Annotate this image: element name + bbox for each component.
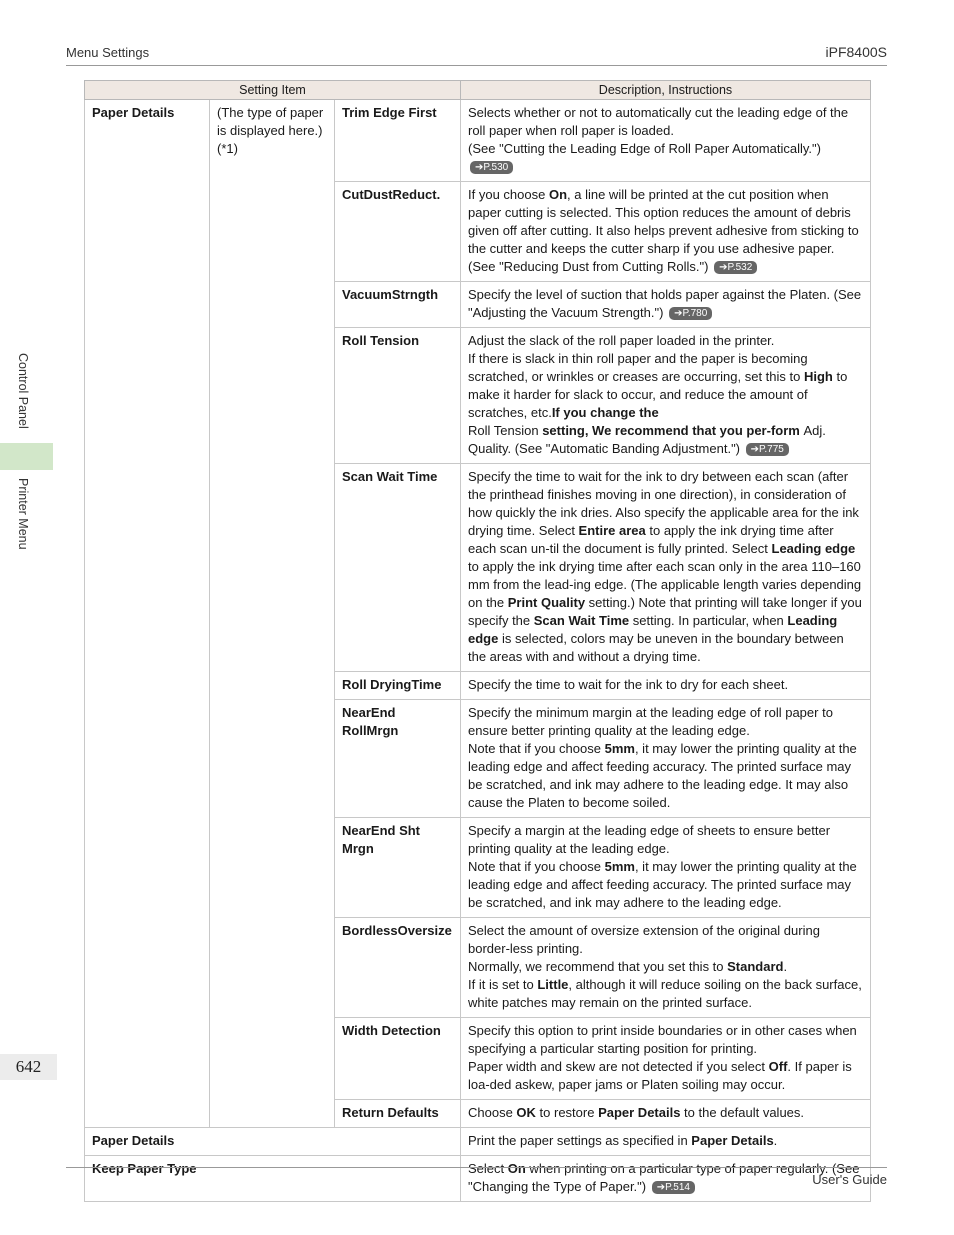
description-text: Selects whether or not to automatically cut the leading edge of the roll paper when roll paper is loaded. (468, 105, 849, 138)
setting-description (461, 1128, 871, 1156)
description-text: Specify the time to wait for the ink to dry for each sheet. (468, 677, 789, 692)
settings-table (84, 80, 871, 1202)
setting-name: CutDustReduct. (335, 182, 461, 282)
page-reference-link[interactable]: ➔P.780 (669, 307, 712, 320)
setting-name: Keep Paper Type (85, 1156, 461, 1202)
running-header-model: iPF8400S (825, 44, 887, 60)
description-text: Specify this option to print inside boundaries or in other cases when specifying a particular starting position for printing. (468, 1023, 857, 1056)
emphasized-term: Paper Details (691, 1133, 774, 1148)
description-text: If it is set to (468, 977, 538, 992)
setting-description (461, 464, 871, 672)
description-text: . (773, 1133, 778, 1148)
setting-description (461, 1018, 871, 1100)
description-text: , it may lower the printing quality at the leading edge and affect feeding accuracy. The printed surface may be scratched, and ink may adhere to the leading edge. (468, 859, 857, 910)
setting-name: Roll Tension (335, 328, 461, 464)
description-paragraph (468, 976, 863, 1012)
description-text: , although it will reduce soiling on the back surface, white patches may remain on the printed surface. (468, 977, 862, 1010)
emphasized-term: Standard (727, 959, 784, 974)
description-paragraph (468, 1132, 863, 1150)
setting-name: Return Defaults (335, 1100, 461, 1128)
description-paragraph (468, 858, 863, 912)
description-text: If there is slack in thin roll paper and the paper is becoming scratched, or wrinkles or creases are occurring, set this to (468, 351, 808, 384)
description-text: If you choose (468, 187, 549, 202)
emphasized-term: Off (768, 1059, 788, 1074)
description-paragraph (468, 740, 863, 812)
emphasized-term: 5mm (604, 741, 635, 756)
header-setting-item: Setting Item (85, 81, 461, 100)
setting-description (461, 100, 871, 182)
footer-rule (66, 1167, 887, 1168)
setting-description (461, 918, 871, 1018)
emphasized-term: Scan Wait Time (533, 613, 630, 628)
page-reference-link[interactable]: ➔P.532 (714, 261, 757, 274)
description-text: to restore (535, 1105, 599, 1120)
running-header-section: Menu Settings (66, 45, 150, 60)
description-text: , a line will be printed at the cut position when paper cutting is selected. This option reduces the amount of debris given off after cutting. It also helps prevent adhesive from sticking to the cutter and keeps the cutter sharp if you use adhesive paper. (See "Reducing Dust from Cutting Rolls.") (468, 187, 859, 274)
description-text: when printing on a particular type of paper regularly. (See "Changing the Type of Paper.") (468, 1161, 860, 1194)
description-paragraph (468, 922, 863, 958)
description-text: Note that if you choose (468, 859, 605, 874)
header-rule (66, 65, 887, 66)
description-text: . (See "Automatic Banding Adjustment.") (507, 441, 741, 456)
description-text: Specify the minimum margin at the leading edge of roll paper to ensure better printing quality at the leading edge. (468, 705, 833, 738)
emphasized-term: 5mm (604, 859, 635, 874)
table-header-row (85, 81, 871, 100)
description-text: Normally, we recommend that you set this to (468, 959, 728, 974)
setting-description (461, 700, 871, 818)
setting-name: Roll DryingTime (335, 672, 461, 700)
setting-name: Scan Wait Time (335, 464, 461, 672)
running-footer-guide: User's Guide (812, 1172, 887, 1187)
setting-name: BordlessOversize (335, 918, 461, 1018)
description-paragraph (468, 422, 863, 458)
description-paragraph (468, 186, 863, 276)
table-row (85, 1156, 871, 1202)
setting-name: Trim Edge First (335, 100, 461, 182)
setting-name: Width Detection (335, 1018, 461, 1100)
emphasized-term: OK (516, 1105, 536, 1120)
setting-description (461, 1156, 871, 1202)
description-text: to apply the ink drying time after each scan un-til the document is fully printed. Select (468, 523, 834, 556)
description-text: (See "Cutting the Leading Edge of Roll Paper Automatically.") (468, 141, 821, 156)
emphasized-term: Little (537, 977, 569, 992)
side-tab-control-panel[interactable] (16, 353, 38, 443)
description-paragraph (468, 332, 863, 350)
description-text: is selected, colors may be uneven in the boundary between the areas with and without a drying time. (468, 631, 844, 664)
setting-name: Paper Details (85, 1128, 461, 1156)
side-tab-printer-menu-label: Printer Menu (16, 478, 30, 550)
description-text: Choose (468, 1105, 517, 1120)
setting-name: NearEnd Sht Mrgn (335, 818, 461, 918)
side-tab-printer-menu[interactable] (16, 478, 38, 568)
table-row (85, 100, 871, 182)
description-text: setting. In particular, when (629, 613, 788, 628)
setting-description (461, 1100, 871, 1128)
description-text: to the default values. (680, 1105, 805, 1120)
description-text: Specify a margin at the leading edge of sheets to ensure better printing quality at the leading edge. (468, 823, 831, 856)
description-paragraph (468, 104, 863, 140)
description-text: , it may lower the printing quality at the leading edge and affect feeding accuracy. The printed surface may be scratched, and ink may adhere to the leading edge. It may also cause the Platen to become soiled. (468, 741, 857, 810)
description-paragraph (468, 958, 863, 976)
description-paragraph (468, 822, 863, 858)
description-paragraph (468, 1022, 863, 1058)
side-tab-active-marker (0, 443, 53, 470)
setting-description (461, 182, 871, 282)
description-text: to make it harder for slack to occur, and reduce the amount of scratches, etc. (468, 369, 848, 420)
description-paragraph (468, 1104, 863, 1122)
description-paragraph (468, 1058, 863, 1094)
header-description: Description, Instructions (461, 81, 871, 100)
setting-name: VacuumStrngth (335, 282, 461, 328)
description-text: setting.) Note that printing will take longer if you specify the (468, 595, 862, 628)
description-text: Paper width and skew are not detected if you select (468, 1059, 769, 1074)
description-paragraph (468, 286, 863, 322)
emphasized-term: On (507, 1161, 526, 1176)
page-reference-link[interactable]: ➔P.514 (652, 1181, 695, 1194)
setting-name: NearEnd RollMrgn (335, 700, 461, 818)
description-text: Print the paper settings as specified in (468, 1133, 692, 1148)
description-text: Specify the time to wait for the ink to dry between each scan (after the printhead finishes moving in one direction), in consideration of how quickly the ink dries. Also specify the applicable area for the ink drying time. Select (468, 469, 859, 538)
page-number: 642 (0, 1054, 57, 1080)
group-label: Paper Details (85, 100, 210, 1128)
emphasized-term: setting, We recommend that you per-form (538, 423, 804, 438)
description-text: Roll Tension (468, 423, 539, 438)
side-tab-control-panel-label: Control Panel (16, 353, 30, 429)
description-text: to apply the ink drying time after each scan only in the area 110–160 mm from the lead-ing edge. (The applicable length varies depending on the (468, 559, 862, 610)
description-text: Adj. Quality (468, 423, 826, 456)
description-text: . (783, 959, 788, 974)
description-paragraph (468, 676, 863, 694)
page-reference-link[interactable]: ➔P.775 (746, 443, 789, 456)
group-sublabel: (The type of paper is displayed here.) (*1) (210, 100, 335, 1128)
description-text: Select (468, 1161, 508, 1176)
description-paragraph (468, 350, 863, 422)
description-paragraph (468, 1160, 863, 1196)
emphasized-term: On (548, 187, 568, 202)
description-paragraph (468, 468, 863, 666)
description-text: Note that if you choose (468, 741, 605, 756)
emphasized-term: Leading edge (468, 613, 838, 646)
description-text: Specify the level of suction that holds paper against the Platen. (See "Adjusting the Vacuum Strength.") (468, 287, 862, 320)
emphasized-term: Leading edge (771, 541, 856, 556)
setting-description (461, 818, 871, 918)
emphasized-term: If you change the (551, 405, 659, 420)
setting-description (461, 328, 871, 464)
description-text: Select the amount of oversize extension of the original during border-less printing. (468, 923, 820, 956)
table-body (85, 100, 871, 1202)
description-paragraph (468, 704, 863, 740)
description-paragraph (468, 140, 863, 176)
setting-description (461, 282, 871, 328)
setting-description (461, 672, 871, 700)
emphasized-term: Print Quality (507, 595, 586, 610)
page-reference-link[interactable]: ➔P.530 (470, 161, 513, 174)
description-text: Adjust the slack of the roll paper loaded in the printer. (468, 333, 775, 348)
description-text: . If paper is loa-ded askew, paper jams or Platen soiling may occur. (468, 1059, 852, 1092)
emphasized-term: High (803, 369, 833, 384)
emphasized-term: Entire area (578, 523, 646, 538)
table-row (85, 1128, 871, 1156)
emphasized-term: Paper Details (598, 1105, 681, 1120)
